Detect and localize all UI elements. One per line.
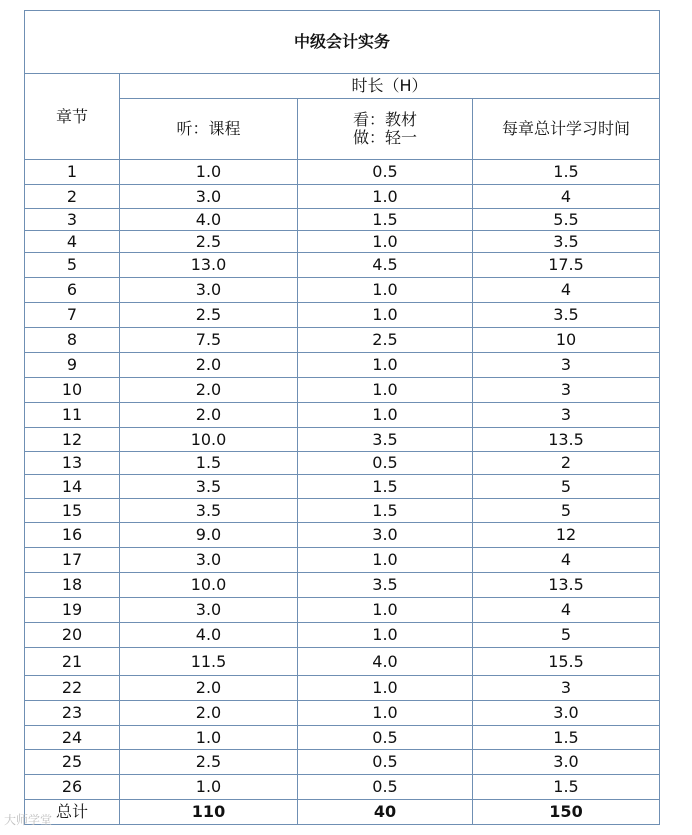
read-practice-hours-cell: 1.0 [298, 548, 473, 573]
table-row [25, 253, 660, 278]
read-practice-hours-cell: 1.0 [298, 185, 473, 209]
listen-hours-cell: 1.5 [120, 452, 298, 475]
chapter-cell: 12 [25, 428, 120, 452]
listen-hours-cell: 10.0 [120, 428, 298, 452]
table-row [25, 328, 660, 353]
listen-hours-cell: 2.5 [120, 231, 298, 253]
listen-hours-cell: 1.0 [120, 775, 298, 800]
chapter-cell: 1 [25, 160, 120, 185]
chapter-total-cell: 3 [473, 353, 660, 378]
table-row [25, 598, 660, 623]
listen-hours-cell: 1.0 [120, 160, 298, 185]
chapter-cell: 6 [25, 278, 120, 303]
chapter-total-cell: 4 [473, 598, 660, 623]
listen-hours-cell: 9.0 [120, 523, 298, 548]
read-practice-hours-cell: 1.0 [298, 278, 473, 303]
chapter-cell: 20 [25, 623, 120, 648]
table-title: 中级会计实务 [25, 11, 660, 74]
chapter-total-cell: 13.5 [473, 428, 660, 452]
chapter-cell: 22 [25, 676, 120, 701]
chapter-cell: 15 [25, 499, 120, 523]
chapter-cell: 7 [25, 303, 120, 328]
total-label: 总计 [25, 800, 120, 825]
chapter-total-cell: 3.5 [473, 231, 660, 253]
chapter-cell: 14 [25, 475, 120, 499]
listen-hours-cell: 4.0 [120, 623, 298, 648]
chapter-total-cell: 5 [473, 623, 660, 648]
table-row [25, 185, 660, 209]
chapter-cell: 5 [25, 253, 120, 278]
table-row [25, 353, 660, 378]
chapter-total-cell: 5 [473, 475, 660, 499]
listen-hours-cell: 7.5 [120, 328, 298, 353]
chapter-cell: 4 [25, 231, 120, 253]
table-row [25, 701, 660, 726]
chapter-cell: 9 [25, 353, 120, 378]
read-practice-hours-cell: 0.5 [298, 452, 473, 475]
total-row [25, 800, 660, 825]
read-practice-hours-cell: 2.5 [298, 328, 473, 353]
header-chapter: 章节 [25, 74, 120, 160]
read-practice-hours-cell: 1.5 [298, 475, 473, 499]
listen-hours-cell: 2.0 [120, 353, 298, 378]
table-row [25, 523, 660, 548]
read-practice-hours-cell: 3.0 [298, 523, 473, 548]
listen-hours-cell: 3.5 [120, 475, 298, 499]
table-row [25, 231, 660, 253]
read-practice-hours-cell: 1.0 [298, 303, 473, 328]
chapter-cell: 11 [25, 403, 120, 428]
listen-hours-cell: 10.0 [120, 573, 298, 598]
chapter-cell: 13 [25, 452, 120, 475]
listen-hours-cell: 3.0 [120, 548, 298, 573]
read-practice-hours-cell: 1.0 [298, 231, 473, 253]
chapter-total-cell: 3.0 [473, 750, 660, 775]
listen-hours-cell: 3.0 [120, 598, 298, 623]
chapter-cell: 25 [25, 750, 120, 775]
total-hours: 150 [473, 800, 660, 825]
total-listen-hours: 110 [120, 800, 298, 825]
chapter-total-cell: 13.5 [473, 573, 660, 598]
table-row [25, 475, 660, 499]
chapter-total-cell: 5 [473, 499, 660, 523]
chapter-total-cell: 4 [473, 548, 660, 573]
table-row [25, 278, 660, 303]
listen-hours-cell: 4.0 [120, 209, 298, 231]
chapter-total-cell: 3 [473, 378, 660, 403]
title-row [25, 11, 660, 74]
read-practice-hours-cell: 0.5 [298, 726, 473, 750]
table-row [25, 548, 660, 573]
listen-hours-cell: 3.0 [120, 278, 298, 303]
table-row [25, 378, 660, 403]
listen-hours-cell: 3.0 [120, 185, 298, 209]
table-row [25, 573, 660, 598]
watermark-logo: 大师学堂 [4, 813, 53, 827]
table-row [25, 623, 660, 648]
table-row [25, 726, 660, 750]
read-practice-hours-cell: 1.0 [298, 623, 473, 648]
chapter-total-cell: 17.5 [473, 253, 660, 278]
table-row [25, 676, 660, 701]
read-practice-hours-cell: 1.5 [298, 499, 473, 523]
chapter-total-cell: 1.5 [473, 775, 660, 800]
table-row [25, 209, 660, 231]
read-practice-hours-cell: 4.0 [298, 648, 473, 676]
read-practice-hours-cell: 0.5 [298, 160, 473, 185]
table-row [25, 428, 660, 452]
read-practice-hours-cell: 1.0 [298, 353, 473, 378]
listen-hours-cell: 2.5 [120, 750, 298, 775]
chapter-total-cell: 10 [473, 328, 660, 353]
chapter-cell: 19 [25, 598, 120, 623]
listen-hours-cell: 11.5 [120, 648, 298, 676]
chapter-total-cell: 4 [473, 278, 660, 303]
listen-hours-cell: 2.0 [120, 403, 298, 428]
header-chapter-total: 每章总计学习时间 [473, 99, 660, 160]
read-practice-hours-cell: 4.5 [298, 253, 473, 278]
read-practice-hours-cell: 1.0 [298, 701, 473, 726]
listen-hours-cell: 2.5 [120, 303, 298, 328]
chapter-total-cell: 1.5 [473, 726, 660, 750]
chapter-total-cell: 3.0 [473, 701, 660, 726]
chapter-total-cell: 15.5 [473, 648, 660, 676]
listen-hours-cell: 3.5 [120, 499, 298, 523]
chapter-cell: 26 [25, 775, 120, 800]
table-row [25, 160, 660, 185]
chapter-total-cell: 5.5 [473, 209, 660, 231]
read-practice-hours-cell: 1.0 [298, 676, 473, 701]
header-duration: 时长（H） [120, 74, 660, 99]
listen-hours-cell: 2.0 [120, 701, 298, 726]
chapter-total-cell: 1.5 [473, 160, 660, 185]
header-listen: 听：课程 [120, 99, 298, 160]
chapter-total-cell: 3 [473, 403, 660, 428]
chapter-total-cell: 12 [473, 523, 660, 548]
header-row-2 [25, 99, 660, 160]
read-practice-hours-cell: 3.5 [298, 573, 473, 598]
chapter-cell: 8 [25, 328, 120, 353]
chapter-cell: 16 [25, 523, 120, 548]
read-practice-hours-cell: 1.0 [298, 403, 473, 428]
chapter-total-cell: 3 [473, 676, 660, 701]
header-do: 做：轻一 [352, 128, 417, 147]
chapter-cell: 3 [25, 209, 120, 231]
read-practice-hours-cell: 1.5 [298, 209, 473, 231]
table-row [25, 648, 660, 676]
table-row [25, 499, 660, 523]
header-row-1 [25, 74, 660, 99]
listen-hours-cell: 2.0 [120, 378, 298, 403]
chapter-total-cell: 4 [473, 185, 660, 209]
listen-hours-cell: 1.0 [120, 726, 298, 750]
listen-hours-cell: 2.0 [120, 676, 298, 701]
read-practice-hours-cell: 1.0 [298, 378, 473, 403]
table-row [25, 403, 660, 428]
chapter-total-cell: 2 [473, 452, 660, 475]
chapter-cell: 18 [25, 573, 120, 598]
read-practice-hours-cell: 0.5 [298, 775, 473, 800]
table-body [25, 11, 660, 825]
chapter-cell: 23 [25, 701, 120, 726]
chapter-cell: 17 [25, 548, 120, 573]
chapter-cell: 24 [25, 726, 120, 750]
study-time-table [24, 10, 660, 825]
table-row [25, 750, 660, 775]
table-row [25, 775, 660, 800]
chapter-cell: 10 [25, 378, 120, 403]
total-read-practice-hours: 40 [298, 800, 473, 825]
read-practice-hours-cell: 3.5 [298, 428, 473, 452]
chapter-total-cell: 3.5 [473, 303, 660, 328]
table-row [25, 452, 660, 475]
listen-hours-cell: 13.0 [120, 253, 298, 278]
header-look-do [298, 99, 473, 160]
read-practice-hours-cell: 0.5 [298, 750, 473, 775]
chapter-cell: 2 [25, 185, 120, 209]
read-practice-hours-cell: 1.0 [298, 598, 473, 623]
chapter-cell: 21 [25, 648, 120, 676]
header-look: 看：教材 [352, 110, 417, 129]
table-row [25, 303, 660, 328]
